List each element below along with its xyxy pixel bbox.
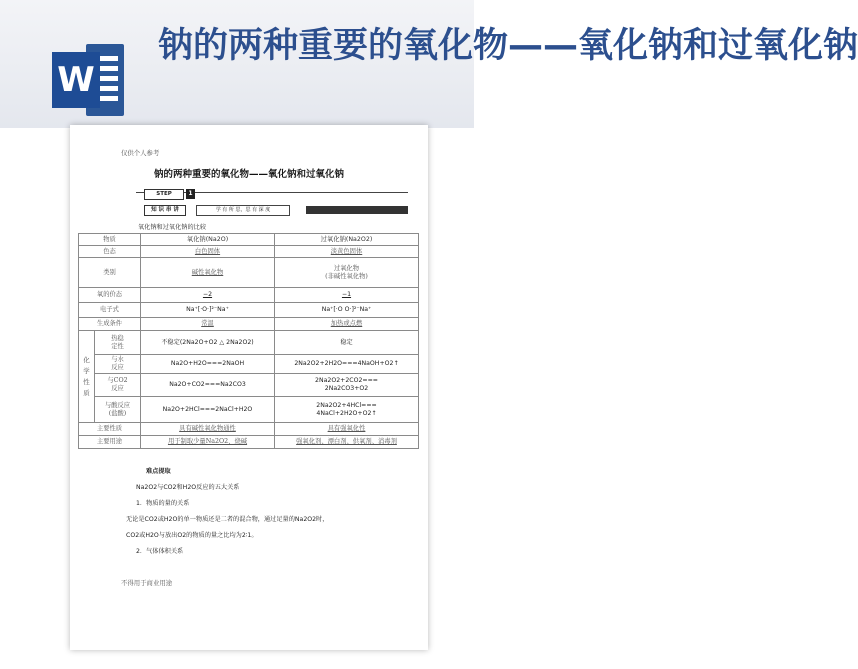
note-line: 2．气体体积关系	[136, 548, 184, 555]
table-cell: −1	[275, 288, 419, 303]
note-line: 1．物质的量的关系	[136, 500, 190, 507]
step-number: 1	[186, 189, 195, 199]
row-label: 主要用途	[79, 436, 141, 449]
table-row	[79, 374, 419, 397]
table-header-cell: 氧化钠(Na2O)	[141, 234, 275, 246]
table-cell: 用于制取少量Na2O2、烧碱	[141, 436, 275, 449]
table-cell: 不稳定(2Na2O+O2 △ 2Na2O2)	[141, 331, 275, 355]
table-row	[79, 318, 419, 331]
table-cell: 稳定	[275, 331, 419, 355]
document-page	[70, 125, 428, 650]
table-row	[79, 397, 419, 423]
table-cell: 淡黄色固体	[275, 246, 419, 258]
table-cell: Na⁺[·O O·]²⁻Na⁺	[275, 303, 419, 318]
note-line: CO2或H2O与放出O2的物质的量之比均为2∶1。	[126, 532, 258, 539]
section-title: 氧化钠和过氧化钠的比较	[138, 224, 207, 231]
note-line: Na2O2与CO2和H2O反应的五大关系	[136, 484, 240, 491]
row-label: 主要性质	[79, 423, 141, 436]
note-line: 无论是CO2或H2O的单一物质还是二者的混合物，通过足量的Na2O2时，	[126, 516, 329, 523]
comparison-table	[78, 233, 419, 449]
row-label: 与CO2 反应	[95, 374, 141, 397]
table-row	[79, 436, 419, 449]
knowledge-label: 知 识 串 讲	[144, 205, 186, 216]
table-header-cell: 物质	[79, 234, 141, 246]
table-cell: 常温	[141, 318, 275, 331]
footer-note: 不得用于商业用途	[121, 579, 173, 587]
step-header	[136, 192, 408, 201]
table-cell: −2	[141, 288, 275, 303]
step-label: STEP	[144, 189, 184, 200]
table-cell: Na2O+2HCl===2NaCl+H2O	[141, 397, 275, 423]
table-cell: 具有碱性氧化物通性	[141, 423, 275, 436]
row-label: 与水 反应	[95, 355, 141, 374]
row-label: 生成条件	[79, 318, 141, 331]
table-cell: 加热或点燃	[275, 318, 419, 331]
row-label: 与酸反应 (盐酸)	[95, 397, 141, 423]
table-cell: 2Na2O2+2CO2=== 2Na2CO3+O2	[275, 374, 419, 397]
table-row	[79, 303, 419, 318]
table-row	[79, 355, 419, 374]
knowledge-tip: 学 有 所 思，思 有 深 度	[196, 205, 290, 216]
table-row	[79, 258, 419, 288]
knowledge-bar	[306, 206, 408, 214]
table-cell: Na2O+CO2===Na2CO3	[141, 374, 275, 397]
row-label: 热稳 定性	[95, 331, 141, 355]
row-label: 色态	[79, 246, 141, 258]
row-label: 电子式	[79, 303, 141, 318]
table-cell: 2Na2O2+2H2O===4NaOH+O2↑	[275, 355, 419, 374]
group-label: 化 学 性 质	[79, 331, 95, 423]
note-heading: 难点提取	[146, 468, 171, 475]
document-title: 钠的两种重要的氧化物——氧化钠和过氧化钠	[153, 169, 344, 180]
table-cell: Na⁺[·O·]²⁻Na⁺	[141, 303, 275, 318]
table-row	[79, 423, 419, 436]
table-cell: 白色固体	[141, 246, 275, 258]
table-cell: 2Na2O2+4HCl=== 4NaCl+2H2O+O2↑	[275, 397, 419, 423]
table-cell: 强氧化剂、漂白剂、供氧剂、消毒剂	[275, 436, 419, 449]
table-cell: 碱性氧化物	[141, 258, 275, 288]
table-row	[79, 234, 419, 246]
table-row	[79, 246, 419, 258]
banner	[0, 0, 858, 128]
table-row	[79, 331, 419, 355]
table-row	[79, 288, 419, 303]
word-icon-letter: W	[52, 52, 100, 108]
row-label: 类别	[79, 258, 141, 288]
table-cell: 具有强氧化性	[275, 423, 419, 436]
reference-note: 仅供个人参考	[121, 149, 160, 157]
knowledge-header	[136, 205, 408, 215]
word-app-icon	[52, 40, 128, 120]
banner-title: 钠的两种重要的氧化物——氧化钠和过氧化钠	[158, 26, 858, 66]
table-header-cell: 过氧化钠(Na2O2)	[275, 234, 419, 246]
row-label: 氧的价态	[79, 288, 141, 303]
table-cell: 过氧化物 (非碱性氧化物)	[275, 258, 419, 288]
table-cell: Na2O+H2O===2NaOH	[141, 355, 275, 374]
